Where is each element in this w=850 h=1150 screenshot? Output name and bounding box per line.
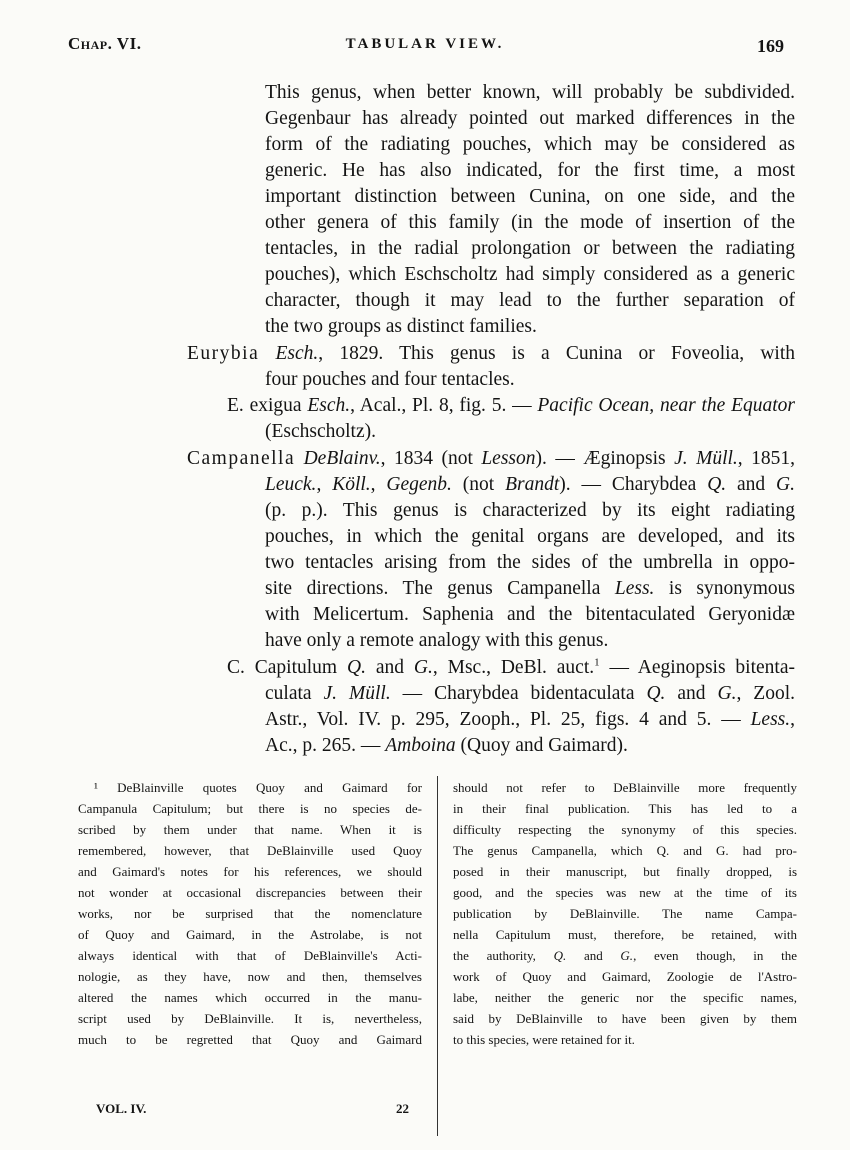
- author-abbrev: G.: [776, 474, 796, 495]
- genus-name: Eurybia: [187, 343, 260, 364]
- text-run: , 1834 (not: [380, 448, 482, 469]
- text-run: and: [726, 474, 777, 495]
- text-run: , even though, in the: [633, 948, 797, 963]
- text-line: (p. p.). This genus is characterized by its eight radiating: [265, 500, 795, 521]
- footnote-line: works, nor be surprised that the nomenclature: [78, 906, 422, 921]
- text-line: important distinction between Cunina, on one side, and the: [265, 186, 795, 207]
- text-run: , Acal., Pl. 8, fig. 5. —: [350, 395, 538, 416]
- species-name: C. Capitulum: [227, 657, 347, 678]
- text-line: [265, 681, 795, 707]
- genus-name: Campanella: [187, 448, 296, 469]
- running-head-title: TABULAR VIEW.: [345, 36, 505, 52]
- text-line: tentacles, in the radial prolongation or between the radiating: [265, 238, 795, 259]
- author-abbrev: DeBlainv.: [303, 448, 381, 469]
- author-abbrev: G.: [413, 657, 433, 678]
- footnote-line: remembered, however, that DeBlainville used Quoy: [78, 843, 422, 858]
- author-abbrev: Esch.: [307, 395, 351, 416]
- author-abbrev: Gegenb.: [386, 474, 452, 495]
- author-abbrev: J. Müll.: [674, 448, 738, 469]
- footnote-line: script used by DeBlainville. It is, nevertheless,: [78, 1011, 422, 1026]
- text-run: ,: [370, 474, 387, 495]
- text-line: [265, 733, 795, 759]
- author-abbrev: Q.: [553, 948, 567, 963]
- author-abbrev: Leuck.: [265, 474, 317, 495]
- footnote-line: Campanula Capitulum; but there is no species de-: [78, 801, 422, 816]
- page-number: 169: [757, 36, 784, 56]
- text-run: site directions. The genus Campanella: [265, 578, 615, 599]
- author-abbrev: Q.: [646, 683, 666, 704]
- author-abbrev: Brandt: [505, 474, 560, 495]
- footnote-line: ¹ DeBlainville quotes Quoy and Gaimard for: [94, 780, 422, 795]
- footnote-line: publication by DeBlainville. The name Campa-: [453, 906, 797, 921]
- text-run: Ac., p. 265. —: [265, 735, 386, 756]
- text-line: (Eschscholtz).: [265, 421, 377, 442]
- text-run: and: [665, 683, 718, 704]
- footnote-line: and Gaimard's notes for his references, we should: [78, 864, 422, 879]
- footnote-line: always identical with that of DeBlainville's Acti-: [78, 948, 422, 963]
- text-run: the authority,: [453, 948, 554, 963]
- text-run: is synonymous: [654, 578, 795, 599]
- text-line: [227, 655, 795, 681]
- footnote-line: difficulty respecting the synonymy of this species.: [453, 822, 797, 837]
- footnote-line: nologie, as they have, now and then, themselves: [78, 969, 422, 984]
- text-run: ). — Æginopsis: [535, 448, 675, 469]
- text-run: — Aeginopsis bitenta-: [599, 657, 795, 678]
- footnote-line: scribed by them under that name. When it is: [78, 822, 422, 837]
- footnote-line: in their final publication. This has led to a: [453, 801, 797, 816]
- text-line: generic. He has also indicated, for the first time, a most: [265, 160, 795, 181]
- text-run: — Charybdea bidentaculata: [390, 683, 647, 704]
- text-line: character, though it may lead to the further separation of: [265, 290, 795, 311]
- text-line: [187, 341, 795, 367]
- text-run: Astr., Vol. IV. p. 295, Zooph., Pl. 25, figs. 4 and 5. —: [265, 709, 751, 730]
- text-run: , 1851,: [737, 448, 795, 469]
- footnote-line: should not refer to DeBlainville more frequently: [453, 780, 797, 795]
- text-line: four pouches and four tentacles.: [265, 369, 515, 390]
- text-line: pouches), which Eschscholtz had simply considered as a generic: [265, 264, 795, 285]
- footnote-line: of Quoy and Gaimard, in the Astrolabe, is not: [78, 927, 422, 942]
- text-run: ,: [790, 709, 795, 730]
- text-line: have only a remote analogy with this genus.: [265, 630, 609, 651]
- footnote-line: nella Capitulum must, therefore, be retained, with: [453, 927, 797, 942]
- text-line: This genus, when better known, will probably be subdivided.: [265, 82, 795, 103]
- footnote-line: much to be regretted that Quoy and Gaimard: [78, 1032, 422, 1047]
- footnote-line: not wonder at occasional discrepancies between their: [78, 885, 422, 900]
- volume-label: VOL. IV.: [96, 1101, 147, 1116]
- footnote-line: [453, 945, 797, 966]
- text-run: , Msc., DeBl. auct.: [432, 657, 595, 678]
- text-line: [227, 393, 795, 419]
- footnote-line: work of Quoy and Gaimard, Zoologie de l'Astro-: [453, 969, 797, 984]
- author-abbrev: Less.: [750, 709, 791, 730]
- locality: Pacific Ocean, near the Equator: [537, 395, 795, 416]
- author-abbrev: G.: [717, 683, 737, 704]
- text-line: other genera of this family (in the mode of insertion of the: [265, 212, 795, 233]
- text-line: [265, 472, 795, 498]
- text-line: the two groups as distinct families.: [265, 316, 537, 337]
- footnote-line: altered the names which occurred in the manu-: [78, 990, 422, 1005]
- footnote-marker[interactable]: 1: [594, 656, 600, 669]
- author-abbrev: J. Müll.: [323, 683, 391, 704]
- footnote-line: labe, neither the generic nor the specific names,: [453, 990, 797, 1005]
- text-line: form of the radiating pouches, which may be considered as: [265, 134, 795, 155]
- text-run: culata: [265, 683, 324, 704]
- footnote-line: said by DeBlainville to have been given by them: [453, 1011, 797, 1026]
- author-abbrev: Lesson: [481, 448, 536, 469]
- locality: Amboina: [385, 735, 456, 756]
- author-abbrev: Q.: [707, 474, 727, 495]
- text-run: and: [566, 948, 621, 963]
- text-line: Gegenbaur has already pointed out marked differences in the: [265, 108, 795, 129]
- running-head-chapter: Chap. VI.: [68, 34, 142, 53]
- text-run: ). — Charybdea: [559, 474, 708, 495]
- text-line: two tentacles arising from the sides of the umbrella in oppo-: [265, 552, 795, 573]
- footnote-line: The genus Campanella, which Q. and G. had pro-: [453, 843, 797, 858]
- author-abbrev: Köll.: [332, 474, 371, 495]
- column-divider: [437, 776, 438, 1136]
- author-abbrev: Q.: [346, 657, 366, 678]
- text-run: , Zool.: [736, 683, 796, 704]
- footnote-line: to this species, were retained for it.: [453, 1032, 635, 1047]
- signature-mark: 22: [396, 1101, 409, 1116]
- text-line: [265, 576, 795, 602]
- text-run: and: [365, 657, 414, 678]
- author-abbrev: Less.: [614, 578, 655, 599]
- text-run: , 1829. This genus is a Cunina or Foveolia, with: [318, 343, 796, 364]
- text-line: pouches, in which the genital organs are developed, and its: [265, 526, 795, 547]
- author-abbrev: G.: [620, 948, 634, 963]
- text-line: [265, 707, 795, 733]
- species-name: E. exigua: [227, 395, 302, 416]
- author-abbrev: Esch.: [275, 343, 319, 364]
- footnote-line: posed in their manuscript, but finally dropped, is: [453, 864, 797, 879]
- footnote-line: good, and the species was new at the time of its: [453, 885, 797, 900]
- text-run: ,: [316, 474, 333, 495]
- text-line: with Melicertum. Saphenia and the bitentaculated Geryonidæ: [265, 604, 795, 625]
- text-line: [187, 446, 795, 472]
- text-run: (not: [451, 474, 506, 495]
- text-run: (Quoy and Gaimard).: [455, 735, 628, 756]
